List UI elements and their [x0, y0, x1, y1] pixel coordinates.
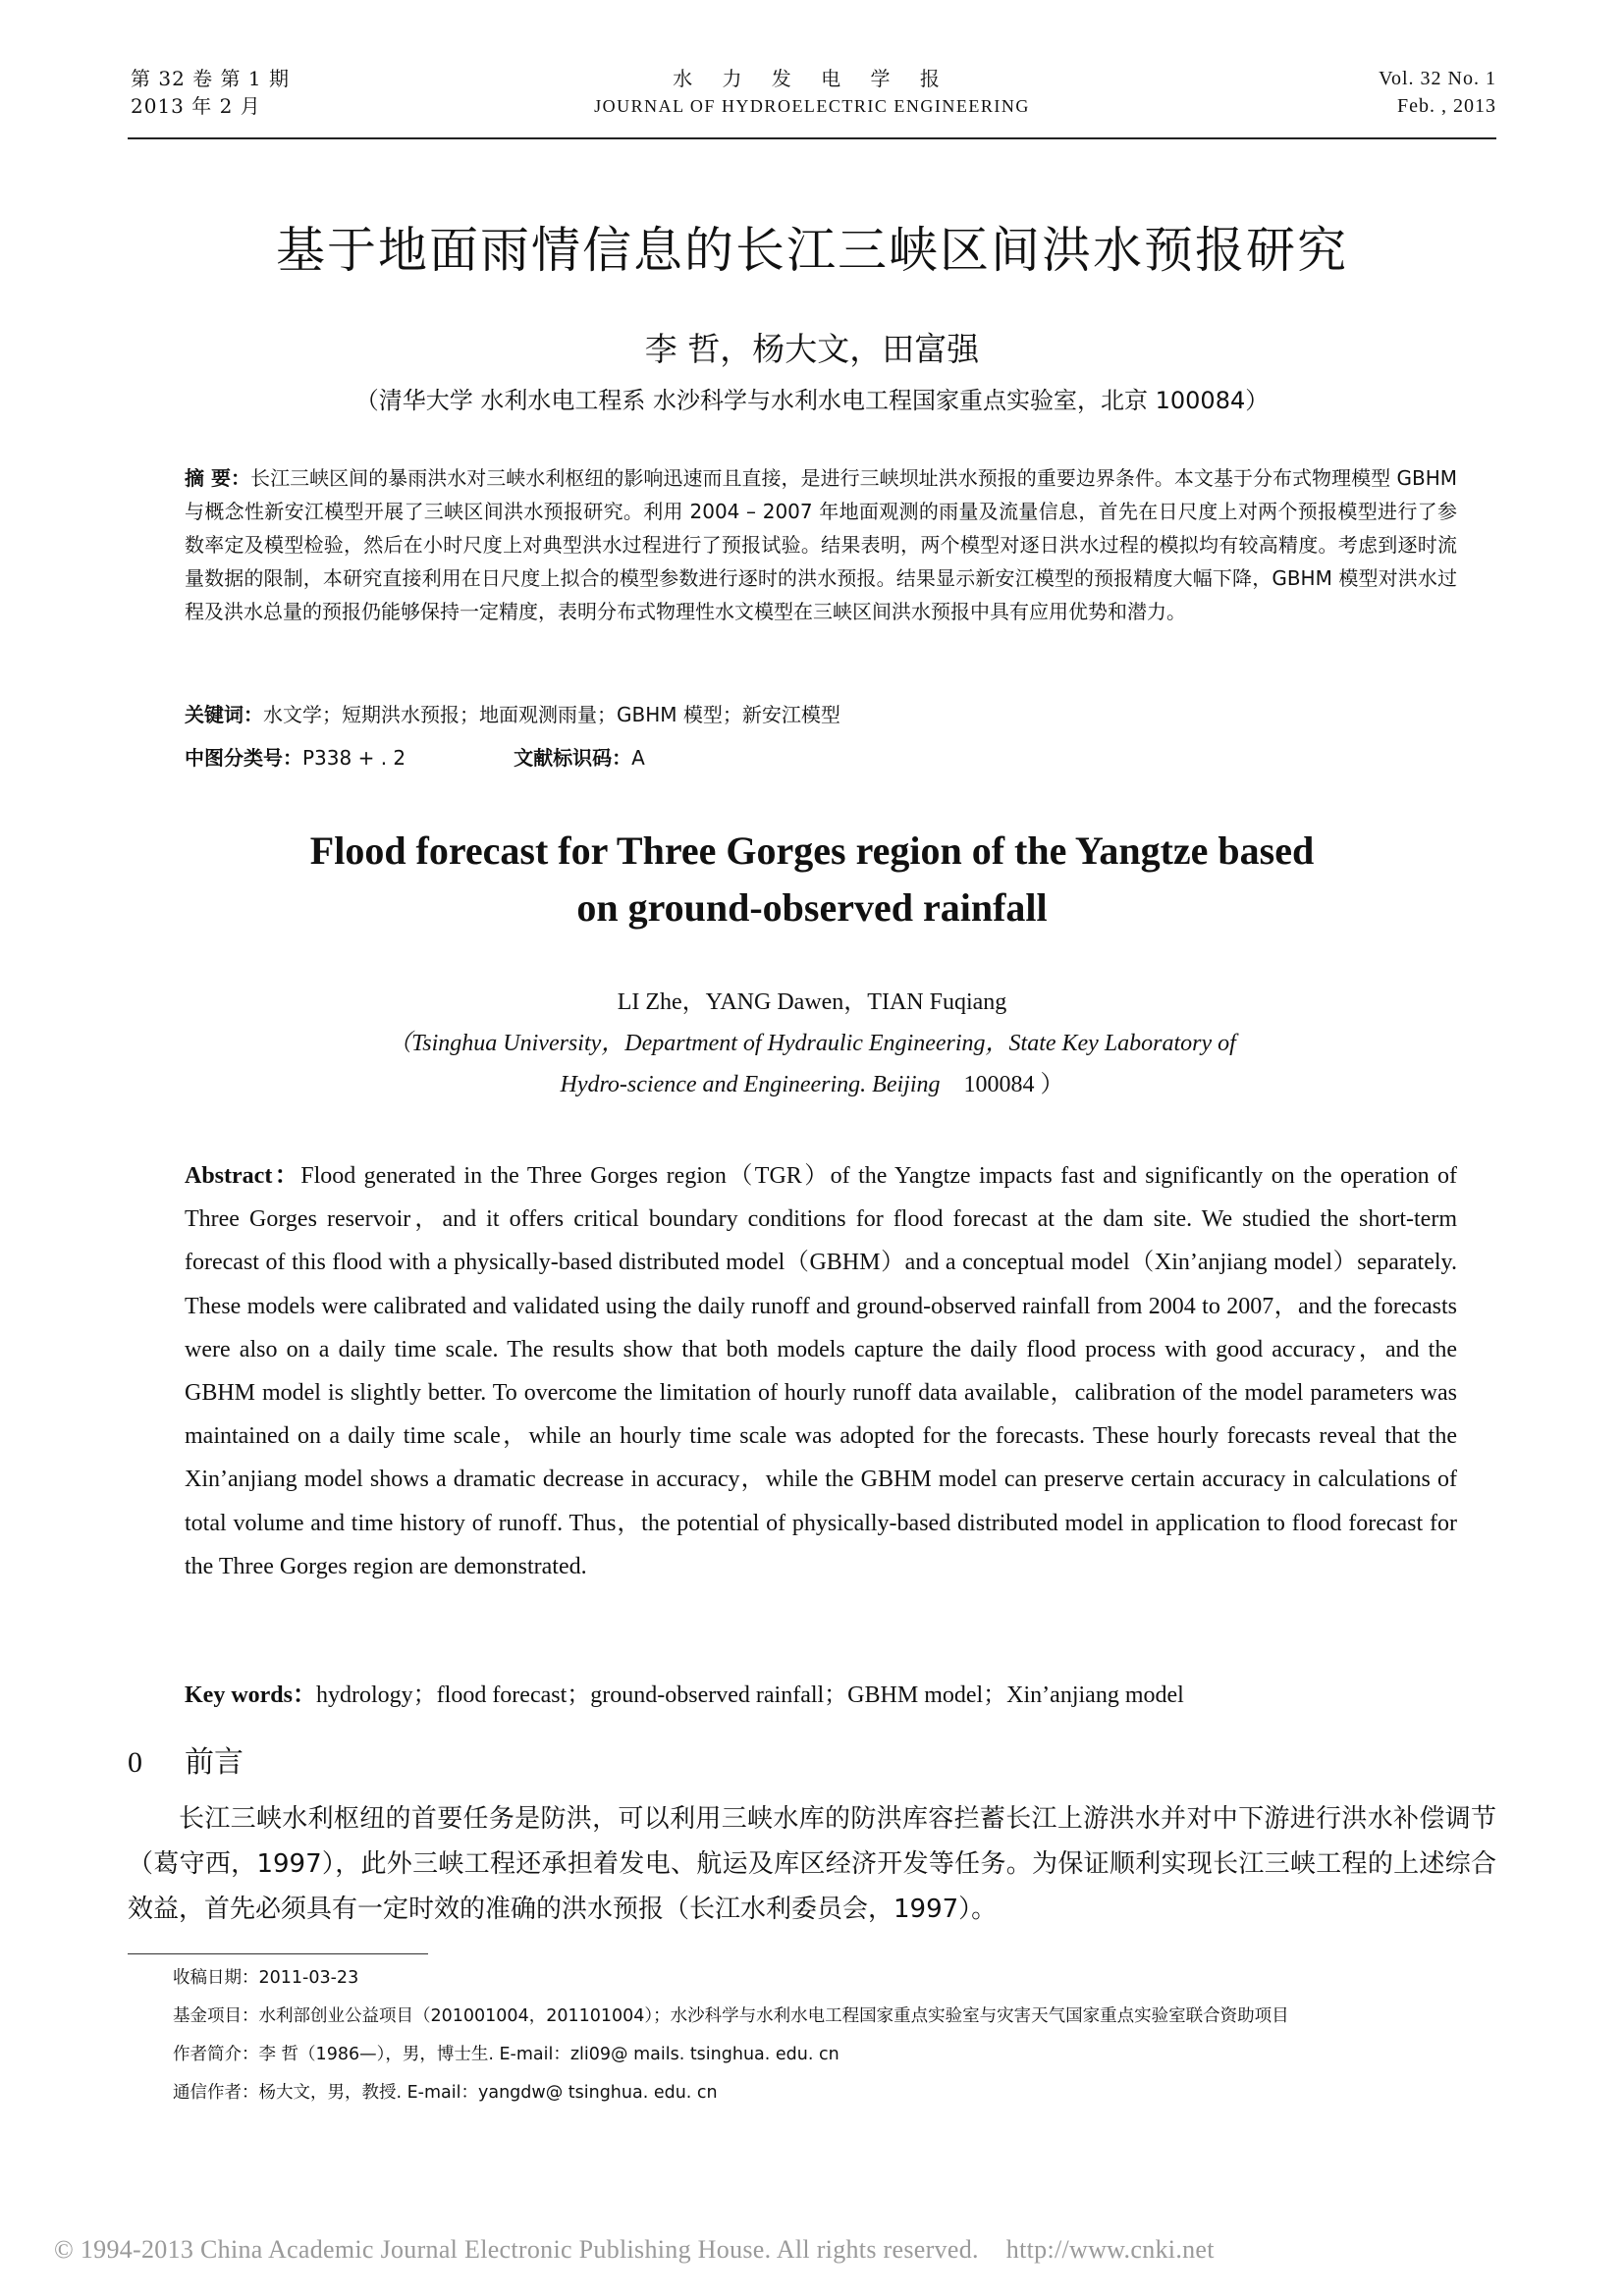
header-date: 2013 年 2 月 [131, 94, 261, 118]
header-date-en: Feb. , 2013 [1397, 95, 1496, 117]
paper-title-en-line1: Flood forecast for Three Gorges region of the Yangtze based [309, 828, 1315, 873]
copyright-text: © 1994-2013 China Academic Journal Electronic Publishing House. All rights reserved. [54, 2235, 979, 2264]
paper-title-cn: 基于地面雨情信息的长江三峡区间洪水预报研究 [276, 222, 1348, 279]
keywords-cn-text: 水文学；短期洪水预报；地面观测雨量；GBHM 模型；新安江模型 [263, 703, 840, 726]
section-heading [128, 1737, 244, 1781]
section-title: 前言 [185, 1745, 244, 1780]
footer-url: http://www.cnki.net [1005, 2235, 1215, 2264]
affiliation-cn: （清华大学 水利水电工程系 水沙科学与水利水电工程国家重点实验室，北京 100084） [354, 387, 1270, 414]
keywords-cn-label: 关键词： [185, 703, 263, 726]
header-vol-no [1379, 65, 1496, 120]
authors-en: LI Zhe，YANG Dawen，TIAN Fuqiang [617, 989, 1007, 1015]
footnote-funding: 基金项目：水利部创业公益项目（201001004，201101004）；水沙科学与水利水电工程国家重点实验室与灾害天气国家重点实验室联合资助项目 [173, 2006, 1289, 2026]
authors-cn: 李 哲，杨大文，田富强 [644, 330, 980, 368]
header-journal [468, 65, 1156, 120]
journal-name-cn: 水 力 发 电 学 报 [673, 67, 951, 90]
paper-title-en [157, 823, 1467, 936]
paper-title-en-line2: on ground-observed rainfall [576, 885, 1048, 930]
clc-label: 中图分类号： [185, 746, 302, 770]
header-vol-en: Vol. 32 No. 1 [1379, 68, 1496, 89]
affiliation-en-postcode: 100084 ） [963, 1072, 1064, 1097]
clc-value: P338 + . 2 [302, 746, 406, 770]
classification-cn [185, 742, 1457, 771]
abstract-en-label: Abstract： [185, 1163, 301, 1189]
footnote-received: 收稿日期：2011-03-23 [173, 1968, 359, 1988]
keywords-en-label: Key words： [185, 1682, 316, 1708]
footnote-divider [128, 1953, 428, 1954]
header-volume-issue [131, 65, 290, 120]
keywords-en-text: hydrology；flood forecast；ground-observed rainfall；GBHM model；Xin’anjiang model [316, 1682, 1184, 1708]
doc-code-label: 文献标识码： [514, 746, 632, 770]
abstract-en [185, 1154, 1457, 1588]
journal-name-en: JOURNAL OF HYDROELECTRIC ENGINEERING [594, 96, 1030, 116]
section-number: 0 [128, 1746, 142, 1779]
affiliation-en-line2: Hydro-science and Engineering. Beijing [560, 1072, 941, 1097]
footnote-author-bio: 作者简介：李 哲（1986—），男，博士生. E-mail：zli09@ mails. tsinghua. edu. cn [173, 2045, 839, 2064]
keywords-cn [185, 699, 1457, 727]
abstract-en-text: Flood generated in the Three Gorges region（TGR）of the Yangtze impacts fast and significantly on the operation of Three Gorges reservoir，and it offers critical boundary conditions for flood forecast at the dam site. We studied the short-term forecast of this flood with a physically-based distributed model（GBHM）and a conceptual model（Xin’anjiang model）separately. These models were calibrated and validated using the daily runoff and ground-observed rainfall from 2004 to 2007，and the forecasts were also on a daily time scale. The results show that both models capture the daily flood process with good accuracy，and the GBHM model is slightly better. To overcome the limitation of hourly runoff data available，calibration of the model parameters was maintained on a daily time scale，while an hourly time scale was adopted for the forecasts. These hourly forecasts reveal that the Xin’anjiang model shows a dramatic decrease in accuracy，while the GBHM model can preserve certain accuracy in calculations of total volume and time history of runoff. Thus，the potential of physically-based distributed model in application to flood forecast for the Three Gorges region are demonstrated. [185, 1163, 1458, 1579]
affiliation-en-line1: （Tsinghua University，Department of Hydraulic Engineering，State Key Laboratory of [388, 1031, 1236, 1056]
footnote-corresponding: 通信作者：杨大文，男，教授. E-mail：yangdw@ tsinghua. edu. cn [173, 2083, 718, 2103]
section-body: 长江三峡水利枢纽的首要任务是防洪，可以利用三峡水库的防洪库容拦蓄长江上游洪水并对中下游进行洪水补偿调节（葛守西，1997），此外三峡工程还承担着发电、航运及库区经济开发等任务。为保证顺利实现长江三峡工程的上述综合效益，首先必须具有一定时效的准确的洪水预报（长江水利委员会，1997）。 [128, 1804, 1496, 1924]
affiliation-en-line2-wrap [216, 1064, 1408, 1105]
abstract-cn-label: 摘 要： [185, 466, 251, 490]
abstract-cn-text: 长江三峡区间的暴雨洪水对三峡水利枢纽的影响迅速而且直接，是进行三峡坝址洪水预报的重要边界条件。本文基于分布式物理模型 GBHM 与概念性新安江模型开展了三峡区间洪水预报研究。利用 2004 – 2007 年地面观测的雨量及流量信息，首先在日尺度上对两个预报模型进行了参数率定及模型检验，然后在小时尺度上对典型洪水过程进行了预报试验。结果表明，两个模型对逐日洪水过程的模拟均有较高精度。考虑到逐时流量数据的限制，本研究直接利用在日尺度上拟合的模型参数进行逐时的洪水预报。结果显示新安江模型的预报精度大幅下降，GBHM 模型对洪水过程及洪水总量的预报仍能够保持一定精度，表明分布式物理性水文模型在三峡区间洪水预报中具有应用优势和潜力。 [185, 466, 1457, 623]
header-divider [128, 137, 1496, 139]
copyright-footer [54, 2235, 1570, 2265]
affiliation-en [216, 1023, 1408, 1105]
doc-code-value: A [631, 746, 645, 770]
abstract-cn [185, 461, 1457, 628]
keywords-en [185, 1675, 1457, 1709]
header-volume: 第 32 卷 第 1 期 [131, 67, 290, 90]
